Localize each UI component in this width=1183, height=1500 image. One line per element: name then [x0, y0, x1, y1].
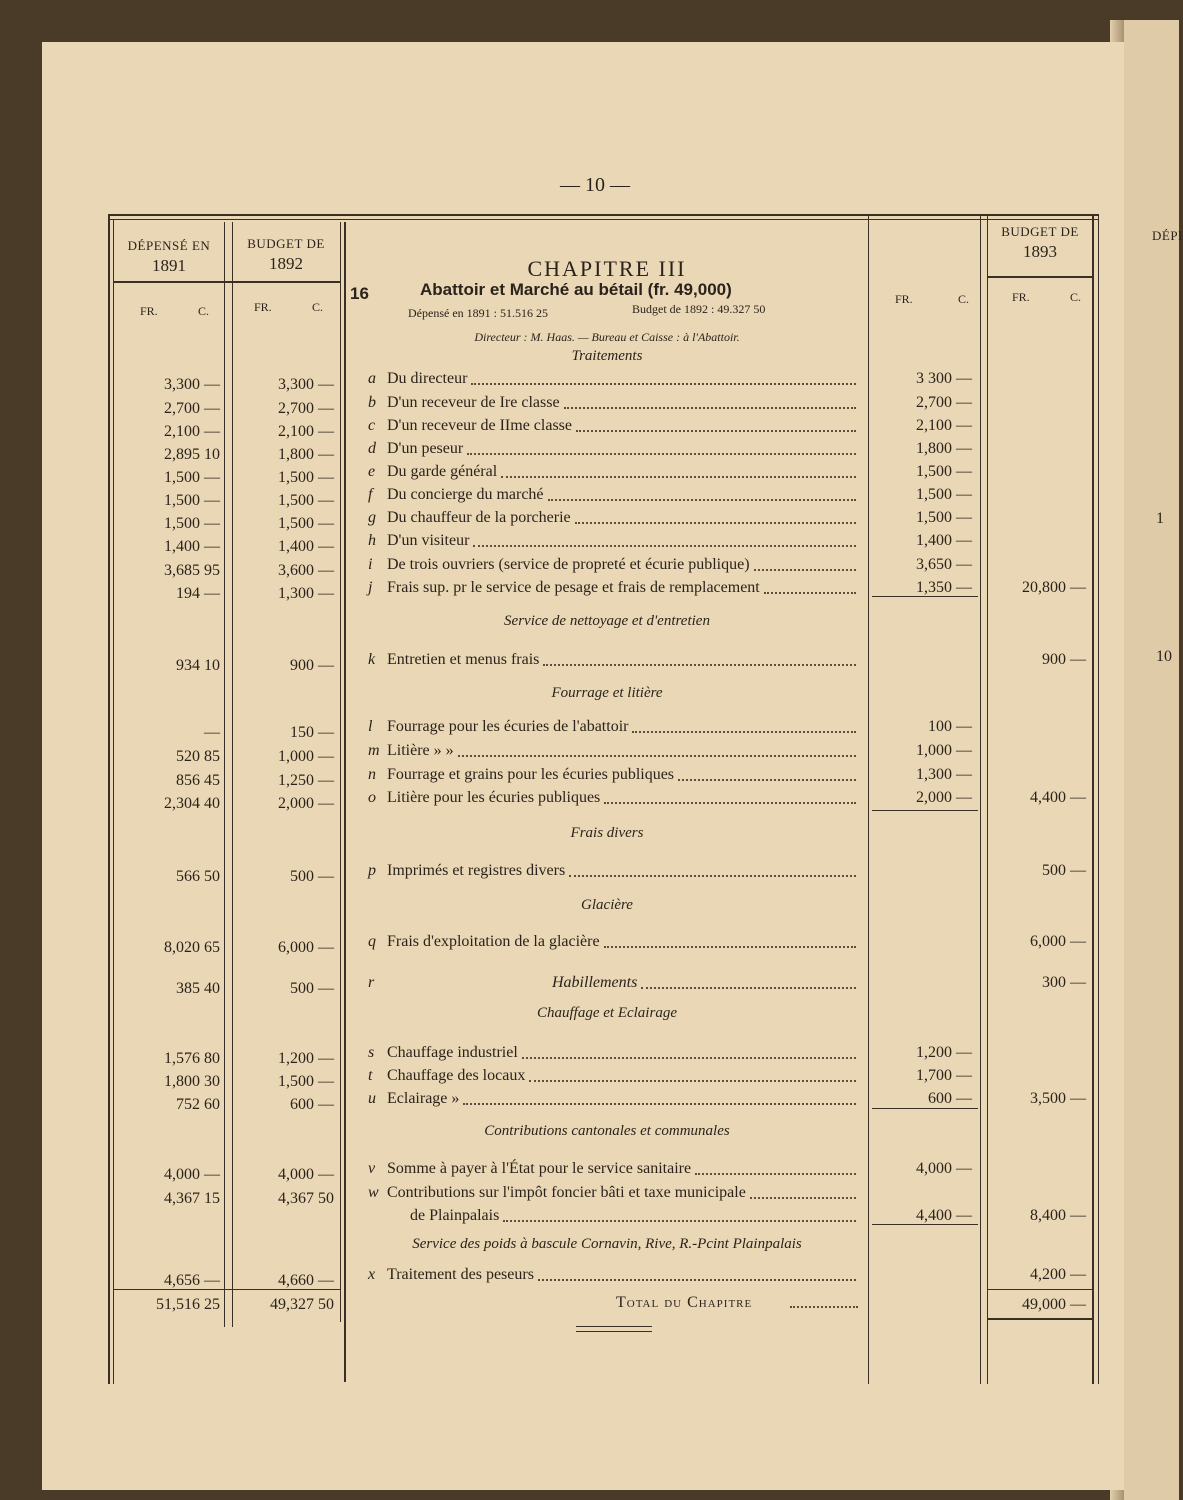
dot-leader: [604, 946, 856, 948]
row-letter: n: [368, 766, 376, 783]
top-rule: [108, 214, 1098, 216]
row-letter: b: [368, 394, 376, 411]
dot-leader: [695, 1173, 856, 1175]
dot-leader: [522, 1057, 856, 1059]
director-line: Directeur : M. Haas. — Bureau et Caisse : à l'Abattoir.: [474, 330, 740, 344]
budget-1892-cell: 2,700 —: [278, 400, 334, 417]
row-description: D'un receveur de IIme classe: [387, 417, 573, 434]
budget-1893-cell: 4,200 —: [1030, 1266, 1086, 1283]
detail-cell: 4,000 —: [916, 1160, 972, 1177]
budget-1893-cell: 20,800 —: [1022, 579, 1086, 596]
budget-1892-cell: 1,250 —: [278, 772, 334, 789]
spent-1891-cell: 1,800 30: [164, 1073, 220, 1090]
spent-1891-cell: 1,500 —: [164, 492, 220, 509]
dot-leader: [575, 522, 856, 524]
detail-cell: 1,700 —: [916, 1067, 972, 1084]
budget-1893-cell: 3,500 —: [1030, 1090, 1086, 1107]
row-letter: l: [368, 718, 373, 735]
dot-leader: [463, 1103, 856, 1105]
row-description: Entretien et menus frais: [387, 651, 540, 668]
section-frais: Frais divers: [570, 825, 644, 841]
col1-c: C.: [198, 304, 210, 318]
chapter-subtitle: Abattoir et Marché au bétail (fr. 49,000): [420, 280, 732, 299]
total-budget-1893: 49,000 —: [1022, 1296, 1086, 1313]
dot-leader: [538, 1279, 856, 1281]
row-description: Fourrage et grains pour les écuries publiques: [387, 766, 675, 783]
col2-c: C.: [312, 300, 324, 314]
row-description: Litière » »: [387, 742, 454, 759]
budget-1892-cell: 900 —: [290, 657, 334, 674]
section-nettoyage: Service de nettoyage et d'entretien: [504, 613, 710, 629]
detail-cell: 100 —: [928, 718, 972, 735]
budget-1892-cell: 1,500 —: [278, 515, 334, 532]
budget-1892-cell: 3,600 —: [278, 562, 334, 579]
row-letter: m: [368, 742, 380, 759]
row-letter: s: [368, 1044, 375, 1061]
section-traitements: Traitements: [571, 348, 643, 364]
dot-leader: [764, 592, 856, 594]
detail-cell: 1,200 —: [916, 1044, 972, 1061]
budget-1892-cell: 1,500 —: [278, 469, 334, 486]
row-description: Imprimés et registres divers: [387, 862, 566, 879]
row-description: Du concierge du marché: [387, 486, 544, 503]
row-letter: v: [368, 1160, 376, 1177]
budget-1892-cell: 1,800 —: [278, 446, 334, 463]
total-spent-1891: 51,516 25: [156, 1296, 220, 1313]
spent-1891-cell: 4,656 —: [164, 1272, 220, 1289]
detail-cell: 1,800 —: [916, 440, 972, 457]
budget-1892-cell: 2,000 —: [278, 795, 334, 812]
col2-label: BUDGET DE: [247, 236, 325, 251]
col1-label: DÉPENSÉ EN: [127, 238, 211, 253]
dot-leader: [543, 664, 856, 666]
dot-leader: [604, 802, 856, 804]
budget-1893-cell: 4,400 —: [1030, 789, 1086, 806]
row-letter: r: [368, 974, 375, 991]
budget-1892-cell: 1,500 —: [278, 492, 334, 509]
spent-1891-cell: 3,685 95: [164, 562, 220, 579]
budget-1892-cell: 2,100 —: [278, 423, 334, 440]
right-fragment-1: 1: [1156, 510, 1164, 527]
total-rule-right: [988, 1289, 1092, 1290]
spent-1891-cell: 1,400 —: [164, 538, 220, 555]
budget-1892-cell: 4,000 —: [278, 1166, 334, 1183]
top-rule-2: [108, 219, 1098, 220]
budget-1892-cell: 4,367 50: [278, 1190, 334, 1207]
spent-1891-cell: 1,500 —: [164, 469, 220, 486]
budget-1893-cell: 300 —: [1042, 974, 1086, 991]
spent-1891-cell: 4,367 15: [164, 1190, 220, 1207]
row-letter: c: [368, 417, 376, 434]
col-rule-4: [980, 214, 981, 1384]
col-rule-0: [108, 214, 110, 1384]
col5-label: BUDGET DE: [1001, 224, 1079, 239]
detail-cell: 4,400 —: [916, 1207, 972, 1224]
col4-c: C.: [958, 292, 970, 306]
dot-leader: [548, 499, 856, 501]
col-rule-2b: [344, 222, 346, 1382]
budget-1893-cell: 6,000 —: [1030, 933, 1086, 950]
spent-1891-cell: 520 85: [176, 748, 220, 765]
row-description: D'un visiteur: [387, 532, 470, 549]
budget-note: Budget de 1892 : 49.327 50: [632, 302, 766, 316]
row-description: Frais sup. pr le service de pesage et frais de remplacement: [387, 579, 760, 596]
row-letter: p: [368, 862, 376, 879]
budget-1893-cell: 500 —: [1042, 862, 1086, 879]
dot-leader: [576, 430, 856, 432]
row-description: Habillements: [552, 974, 638, 991]
budget-1892-cell: 500 —: [290, 980, 334, 997]
spent-1891-cell: 2,100 —: [164, 423, 220, 440]
spent-1891-cell: 3,300 —: [164, 376, 220, 393]
col-rule-5b: [1098, 214, 1099, 1384]
spent-1891-cell: 8,020 65: [164, 939, 220, 956]
subtotal-rule: [872, 1108, 978, 1109]
dot-leader: [678, 779, 856, 781]
row-letter: o: [368, 789, 376, 806]
row-description: Litière pour les écuries publiques: [387, 789, 601, 806]
detail-cell: 1,350 —: [916, 579, 972, 596]
row-description: Chauffage industriel: [387, 1044, 518, 1061]
section-chauffage: Chauffage et Eclairage: [537, 1005, 677, 1021]
spent-1891-cell: 934 10: [176, 657, 220, 674]
row-description: Fourrage pour les écuries de l'abattoir: [387, 718, 629, 735]
chapter-number: 16: [350, 284, 369, 303]
row-letter: d: [368, 440, 376, 457]
spent-1891-cell: 2,304 40: [164, 795, 220, 812]
detail-cell: 600 —: [928, 1090, 972, 1107]
row-description: Du chauffeur de la porcherie: [387, 509, 571, 526]
dot-leader: [641, 987, 856, 989]
total-label: Total du Chapitre: [616, 1294, 753, 1311]
spent-1891-cell: 752 60: [176, 1096, 220, 1113]
detail-cell: 1,500 —: [916, 509, 972, 526]
detail-cell: 2,700 —: [916, 394, 972, 411]
row-description: De trois ouvriers (service de propreté et écurie publique): [387, 556, 750, 573]
budget-1893-cell: 900 —: [1042, 651, 1086, 668]
row-letter: q: [368, 933, 376, 950]
spent-1891-cell: 4,000 —: [164, 1166, 220, 1183]
budget-1893-cell: 8,400 —: [1030, 1207, 1086, 1224]
row-description: Eclairage »: [387, 1090, 460, 1107]
header-rule-left: [114, 281, 340, 283]
col-rule-3: [868, 214, 869, 1384]
budget-1892-cell: 3,300 —: [278, 376, 334, 393]
section-contributions: Contributions cantonales et communales: [484, 1123, 730, 1139]
row-letter: e: [368, 463, 376, 480]
row-letter: w: [368, 1184, 379, 1201]
budget-1892-cell: 500 —: [290, 868, 334, 885]
dot-leader: [754, 569, 856, 571]
detail-cell: 2,100 —: [916, 417, 972, 434]
row-description: Frais d'exploitation de la glacière: [387, 933, 600, 950]
dot-leader: [467, 453, 856, 455]
dot-leader: [501, 476, 856, 478]
budget-1892-cell: 1,200 —: [278, 1050, 334, 1067]
row-letter: t: [368, 1067, 373, 1084]
row-letter: f: [368, 486, 373, 503]
dot-leader: [632, 731, 856, 733]
spent-1891-cell: 1,500 —: [164, 515, 220, 532]
row-letter: a: [368, 370, 376, 387]
right-fragment-2: 10: [1156, 648, 1172, 665]
detail-cell: 3,650 —: [916, 556, 972, 573]
right-page-fragment: DÉPI: [1152, 228, 1183, 243]
budget-1892-cell: 150 —: [290, 724, 334, 741]
section-glaciere: Glacière: [581, 897, 633, 913]
budget-1892-cell: 1,000 —: [278, 748, 334, 765]
end-rule-2: [576, 1331, 652, 1332]
row-letter: u: [368, 1090, 376, 1107]
dot-leader: [750, 1197, 856, 1199]
end-rule: [576, 1326, 652, 1327]
spent-1891-cell: 194 —: [176, 585, 220, 602]
row-description: Du garde général: [387, 463, 498, 480]
budget-1892-cell: 6,000 —: [278, 939, 334, 956]
total-rule-right-2: [988, 1318, 1092, 1320]
dot-leader: [473, 545, 856, 547]
col1-year: 1891: [152, 256, 186, 275]
col5-fr: FR.: [1012, 290, 1030, 304]
col-rule-5: [1092, 214, 1094, 1384]
dot-leader: [503, 1220, 856, 1222]
budget-1892-cell: 600 —: [290, 1096, 334, 1113]
row-letter: j: [368, 579, 373, 596]
header-rule-right: [988, 276, 1092, 278]
budget-1892-cell: 1,400 —: [278, 538, 334, 555]
dot-leader: [458, 755, 856, 757]
row-description: Somme à payer à l'État pour le service sanitaire: [387, 1160, 692, 1177]
row-letter: h: [368, 532, 376, 549]
spent-note: Dépensé en 1891 : 51.516 25: [408, 306, 548, 320]
total-budget-1892: 49,327 50: [270, 1296, 334, 1313]
detail-cell: 1,400 —: [916, 532, 972, 549]
row-description: Traitement des peseurs: [387, 1266, 534, 1283]
spent-1891-cell: 1,576 80: [164, 1050, 220, 1067]
col2-year: 1892: [269, 254, 303, 273]
page-number: — 10 —: [560, 174, 630, 196]
dot-leader: [569, 875, 856, 877]
spent-1891-cell: 856 45: [176, 772, 220, 789]
col4-fr: FR.: [895, 292, 913, 306]
row-letter: i: [368, 556, 373, 573]
detail-cell: 2,000 —: [916, 789, 972, 806]
col5-year: 1893: [1023, 242, 1057, 261]
row-description: Contributions sur l'impôt foncier bâti et taxe municipale: [387, 1184, 746, 1201]
section-fourrage: Fourrage et litière: [551, 685, 663, 701]
detail-cell: 1,000 —: [916, 742, 972, 759]
dot-leader: [471, 383, 856, 385]
col5-c: C.: [1070, 290, 1082, 304]
detail-cell: 1,500 —: [916, 463, 972, 480]
row-letter: k: [368, 651, 376, 668]
spent-1891-cell: 2,895 10: [164, 446, 220, 463]
col-rule-1: [224, 222, 225, 1327]
row-description: D'un peseur: [387, 440, 464, 457]
row-description: de Plainpalais: [410, 1207, 500, 1224]
chapter-title: CHAPITRE III: [527, 256, 687, 281]
col1-fr: FR.: [140, 304, 158, 318]
dot-leader: [529, 1080, 856, 1082]
row-description: Chauffage des locaux: [387, 1067, 526, 1084]
budget-1892-cell: 1,500 —: [278, 1073, 334, 1090]
section-poids: Service des poids à bascule Cornavin, Rive, R.-Pcint Plainpalais: [412, 1236, 802, 1252]
detail-cell: 3 300 —: [916, 370, 972, 387]
row-letter: g: [368, 509, 376, 526]
spent-1891-cell: —: [204, 724, 220, 741]
budget-1892-cell: 1,300 —: [278, 585, 334, 602]
spent-1891-cell: 566 50: [176, 868, 220, 885]
budget-1892-cell: 4,660 —: [278, 1272, 334, 1289]
detail-cell: 1,500 —: [916, 486, 972, 503]
detail-cell: 1,300 —: [916, 766, 972, 783]
dot-leader: [564, 407, 856, 409]
row-description: D'un receveur de Ire classe: [387, 394, 560, 411]
spent-1891-cell: 385 40: [176, 980, 220, 997]
row-letter: x: [368, 1266, 376, 1283]
col2-fr: FR.: [254, 300, 272, 314]
row-description: Du directeur: [387, 370, 468, 387]
col-rule-2: [340, 222, 341, 1322]
total-leader: [790, 1306, 858, 1308]
spent-1891-cell: 2,700 —: [164, 400, 220, 417]
subtotal-rule: [872, 810, 978, 811]
